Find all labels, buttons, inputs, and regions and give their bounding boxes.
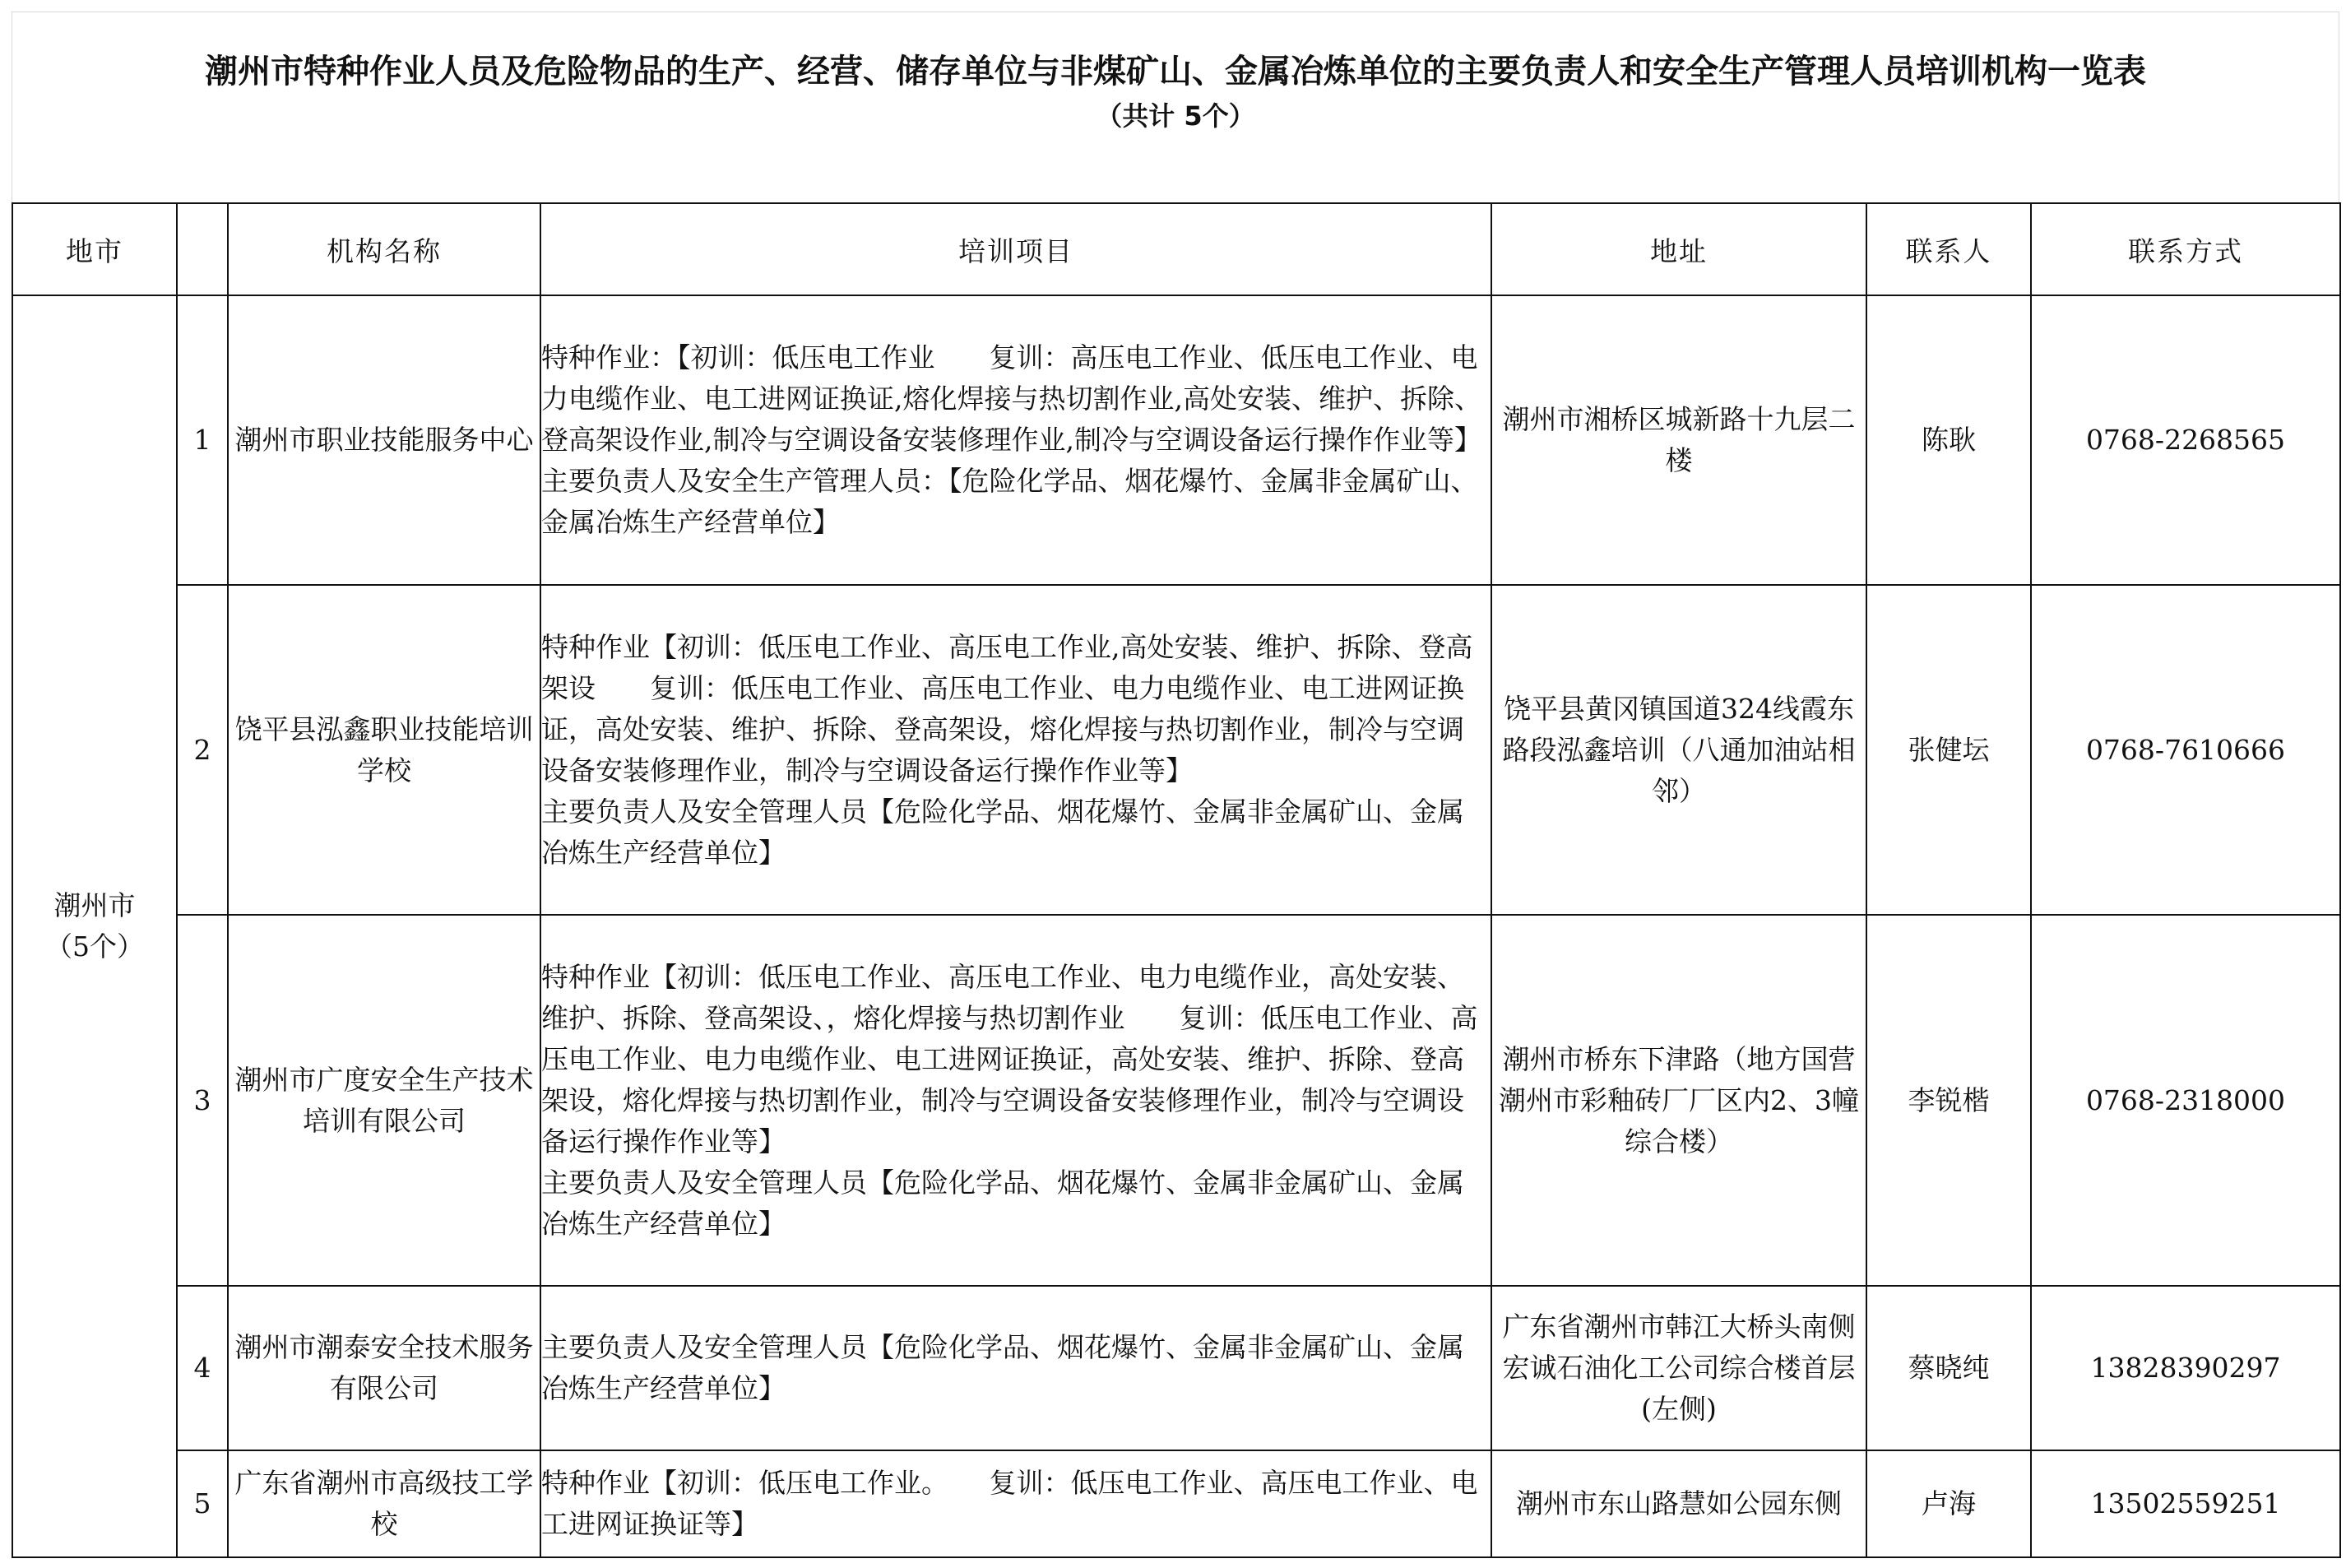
row-index: 4 — [177, 1286, 228, 1450]
contact-person: 张健坛 — [1866, 585, 2031, 915]
training-items — [540, 585, 1491, 915]
institution-address: 潮州市桥东下津路（地方国营潮州市彩釉砖厂厂区内2、3幢综合楼） — [1491, 915, 1866, 1286]
contact-phone: 0768-2318000 — [2031, 915, 2340, 1286]
training-items-paragraph: 主要负责人及安全管理人员【危险化学品、烟花爆竹、金属非金属矿山、金属冶炼生产经营单位】 — [541, 1166, 1464, 1240]
contact-person: 陈耿 — [1866, 295, 2031, 585]
row-index: 5 — [177, 1450, 228, 1557]
header-address: 地址 — [1491, 203, 1866, 295]
institution-address: 潮州市东山路慧如公园东侧 — [1491, 1450, 1866, 1557]
header-name: 机构名称 — [228, 203, 540, 295]
title-block — [12, 12, 2339, 202]
contact-person: 李锐楷 — [1866, 915, 2031, 1286]
document-sheet — [12, 12, 2339, 1558]
contact-phone: 0768-7610666 — [2031, 585, 2340, 915]
table-row — [12, 295, 2340, 585]
training-items-paragraph: 主要负责人及安全管理人员【危险化学品、烟花爆竹、金属非金属矿山、金属冶炼生产经营单位】 — [541, 795, 1464, 869]
training-items-text — [541, 337, 1491, 543]
contact-person: 卢海 — [1866, 1450, 2031, 1557]
training-items-paragraph: 特种作业【初训：低压电工作业、高压电工作业、电力电缆作业，高处安装、维护、拆除、登高架设、，熔化焊接与热切割作业 复训：低压电工作业、高压电工作业、电力电缆作业、电工进网证换证，高处安装、维护、拆除、登高架设，熔化焊接与热切割作业，制冷与空调设备安装修理作业，制冷与空调设备运行操作作业等】 — [541, 960, 1478, 1157]
table-row — [12, 585, 2340, 915]
contact-phone: 13828390297 — [2031, 1286, 2340, 1450]
city-cell — [12, 295, 177, 1557]
training-items-text — [541, 957, 1491, 1245]
training-items-paragraph: 特种作业【初训：低压电工作业。 复训：低压电工作业、高压电工作业、电工进网证换证等】 — [541, 1467, 1478, 1540]
training-items-text — [541, 1327, 1491, 1409]
institution-name: 潮州市职业技能服务中心 — [228, 295, 540, 585]
training-items-text — [541, 1463, 1491, 1545]
row-index: 3 — [177, 915, 228, 1286]
institution-address: 饶平县黄冈镇国道324线霞东路段泓鑫培训（八通加油站相邻） — [1491, 585, 1866, 915]
institution-table — [12, 202, 2341, 1558]
city-count: （5个） — [45, 930, 144, 963]
training-items — [540, 915, 1491, 1286]
row-index: 1 — [177, 295, 228, 585]
header-contact: 联系人 — [1866, 203, 2031, 295]
institution-name: 潮州市广度安全生产技术培训有限公司 — [228, 915, 540, 1286]
institution-name: 广东省潮州市高级技工学校 — [228, 1450, 540, 1557]
header-index — [177, 203, 228, 295]
city-name: 潮州市 — [53, 889, 136, 921]
training-items-paragraph: 特种作业：【初训：低压电工作业 复训：高压电工作业、低压电工作业、电力电缆作业、电工进网证换证,熔化焊接与热切割作业,高处安装、维护、拆除、登高架设作业,制冷与空调设备安装修理作业,制冷与空调设备运行操作作业等】 — [541, 341, 1481, 456]
table-row — [12, 1450, 2340, 1557]
institution-address: 潮州市湘桥区城新路十九层二楼 — [1491, 295, 1866, 585]
institution-name: 饶平县泓鑫职业技能培训学校 — [228, 585, 540, 915]
document-subtitle: （共计 5个） — [1096, 100, 1255, 132]
header-phone: 联系方式 — [2031, 203, 2340, 295]
table-row — [12, 1286, 2340, 1450]
training-items — [540, 295, 1491, 585]
institution-name: 潮州市潮泰安全技术服务有限公司 — [228, 1286, 540, 1450]
document-title: 潮州市特种作业人员及危险物品的生产、经营、储存单位与非煤矿山、金属冶炼单位的主要负责人和安全生产管理人员培训机构一览表 — [205, 53, 2146, 90]
table-row — [12, 915, 2340, 1286]
contact-phone: 13502559251 — [2031, 1450, 2340, 1557]
row-index: 2 — [177, 585, 228, 915]
training-items-paragraph: 主要负责人及安全生产管理人员：【危险化学品、烟花爆竹、金属非金属矿山、金属冶炼生产经营单位】 — [541, 465, 1478, 538]
contact-phone: 0768-2268565 — [2031, 295, 2340, 585]
contact-person: 蔡晓纯 — [1866, 1286, 2031, 1450]
header-city: 地市 — [12, 203, 177, 295]
training-items-text — [541, 627, 1491, 874]
table-header-row — [12, 203, 2340, 295]
institution-address: 广东省潮州市韩江大桥头南侧宏诚石油化工公司综合楼首层(左侧) — [1491, 1286, 1866, 1450]
header-items: 培训项目 — [540, 203, 1491, 295]
training-items — [540, 1450, 1491, 1557]
training-items-paragraph: 主要负责人及安全管理人员【危险化学品、烟花爆竹、金属非金属矿山、金属冶炼生产经营单位】 — [541, 1331, 1464, 1404]
training-items — [540, 1286, 1491, 1450]
training-items-paragraph: 特种作业【初训：低压电工作业、高压电工作业,高处安装、维护、拆除、登高架设 复训：低压电工作业、高压电工作业、电力电缆作业、电工进网证换证，高处安装、维护、拆除、登高架设，熔化焊接与热切割作业，制冷与空调设备安装修理作业，制冷与空调设备运行操作作业等】 — [541, 630, 1473, 786]
